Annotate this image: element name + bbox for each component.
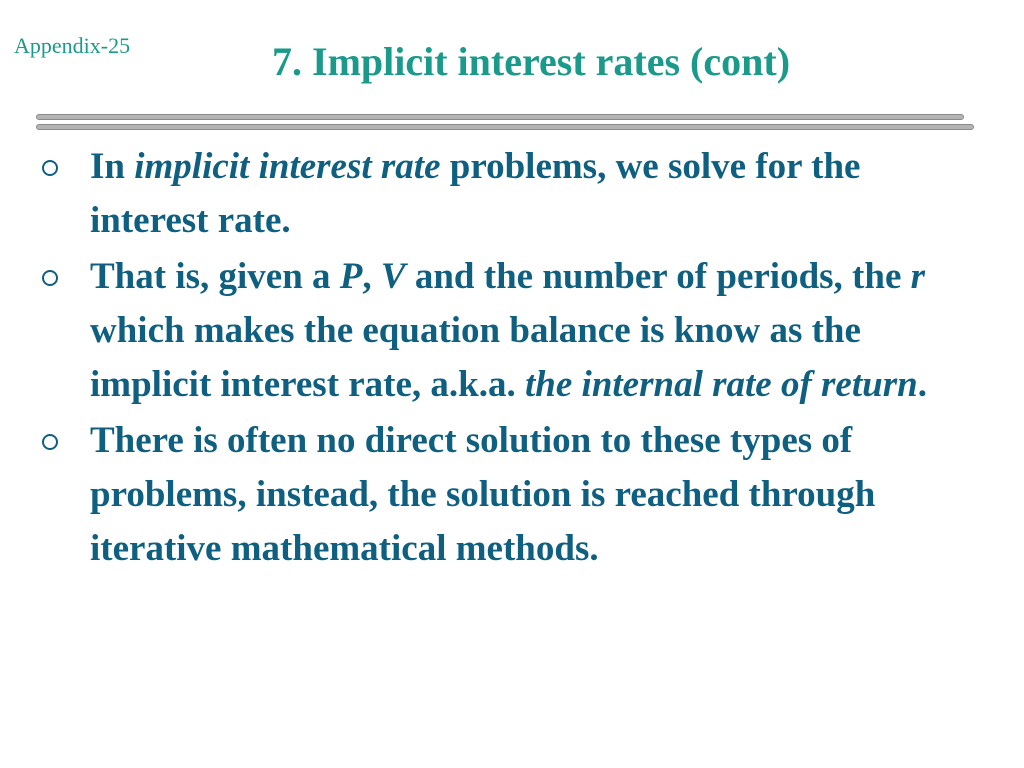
title-divider: [36, 114, 974, 132]
bullet-text: and the number of periods, the: [405, 256, 911, 297]
bullet-text: In: [90, 146, 135, 187]
hollow-circle-bullet-icon: [42, 160, 58, 176]
bullet-text: ,: [362, 256, 381, 297]
variable-r: r: [910, 256, 926, 297]
divider-line-bottom: [36, 124, 974, 130]
bullet-text: That is, given a: [90, 256, 340, 297]
bullet-text: .: [917, 364, 927, 405]
bullet-text: which makes the equation balance is know as the implicit interest rate, a.k.a.: [90, 310, 861, 405]
divider-line-top: [36, 114, 964, 120]
bullet-text-italic: implicit interest rate: [134, 146, 441, 187]
hollow-circle-bullet-icon: [42, 434, 58, 450]
hollow-circle-bullet-icon: [42, 270, 58, 286]
bullet-text: problems, we solve for the interest rate.: [90, 146, 861, 241]
slide-title: 7. Implicit interest rates (cont): [272, 39, 791, 84]
appendix-label: Appendix-25: [14, 33, 131, 58]
bullet-item: [40, 140, 980, 248]
bullet-text-italic: the internal rate of return: [525, 364, 918, 405]
bullet-list: [40, 140, 980, 578]
bullet-text: There is often no direct solution to these types of problems, instead, the solution is reached through iterative mathematical methods.: [90, 420, 876, 569]
bullet-item: [40, 414, 980, 576]
bullet-item: [40, 250, 980, 412]
variable-p: P: [339, 256, 363, 297]
variable-v: V: [380, 256, 406, 297]
